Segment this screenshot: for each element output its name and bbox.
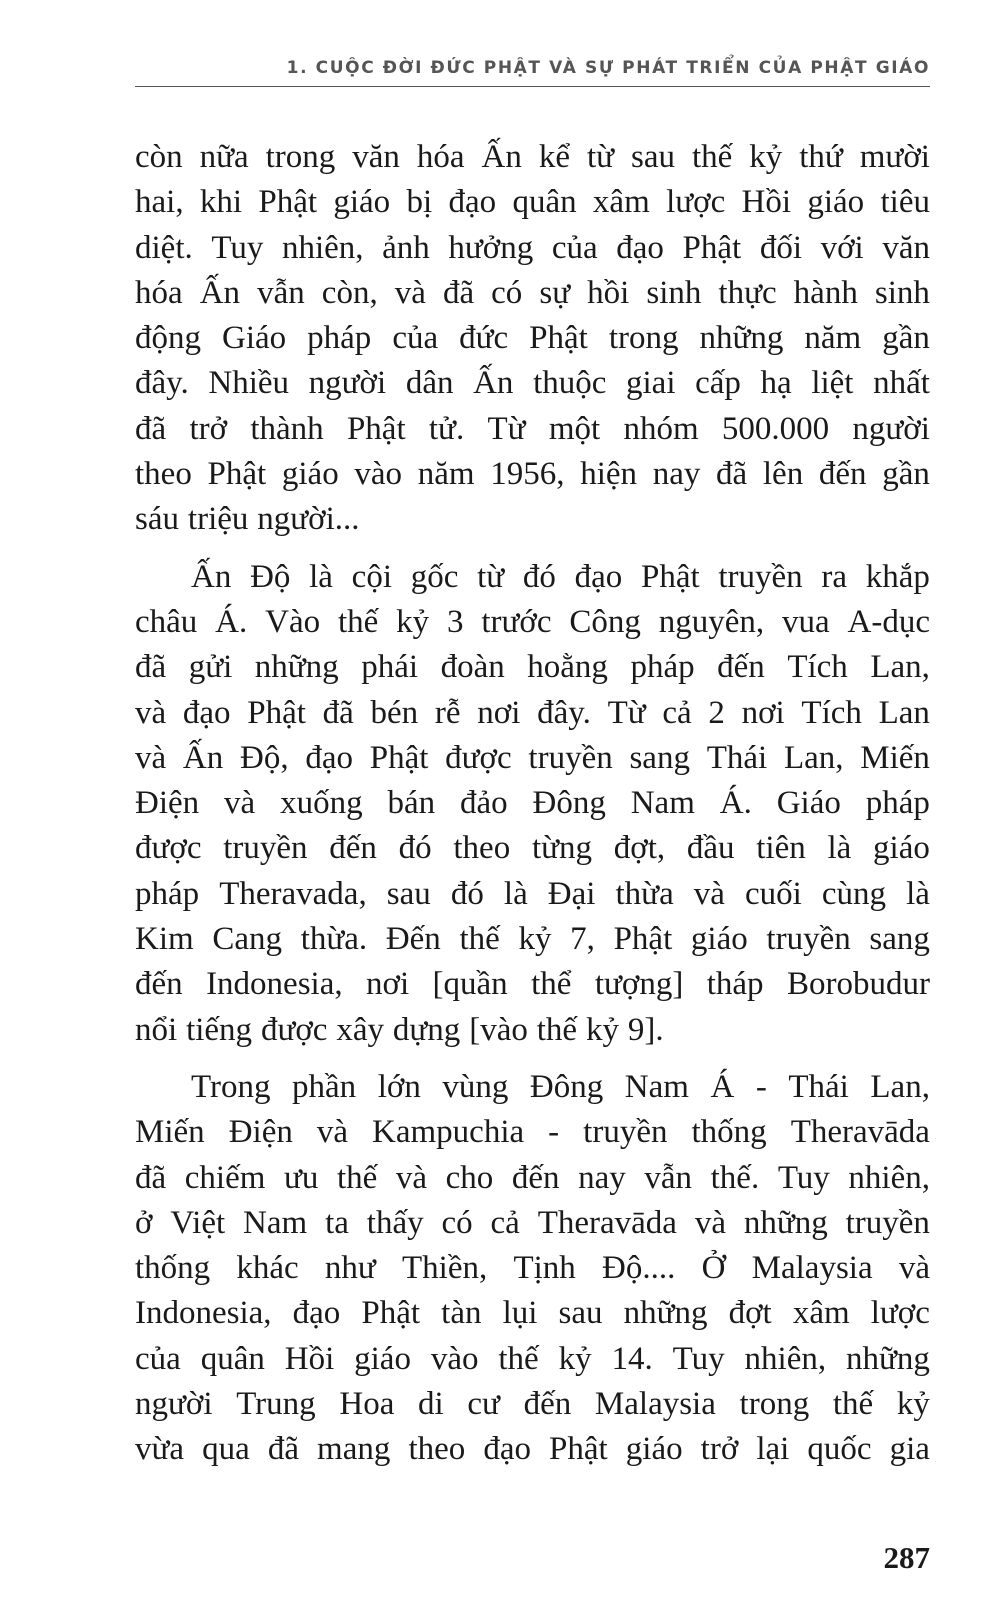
text-line: và Ấn Độ, đạo Phật được truyền sang Thái Lan, Miến — [135, 739, 930, 776]
body-text — [135, 135, 930, 1485]
text-line: Indonesia, đạo Phật tàn lụi sau những đợt xâm lược — [135, 1295, 930, 1332]
text-line: và đạo Phật đã bén rễ nơi đây. Từ cả 2 nơi Tích Lan — [135, 694, 930, 731]
text-line: người Trung Hoa di cư đến Malaysia trong thế kỷ — [135, 1386, 930, 1423]
text-line: đây. Nhiều người dân Ấn thuộc giai cấp hạ liệt nhất — [135, 365, 930, 402]
paragraph — [135, 135, 930, 543]
text-line: Điện và xuống bán đảo Đông Nam Á. Giáo pháp — [135, 785, 930, 822]
text-line: đã trở thành Phật tử. Từ một nhóm 500.000 người — [135, 410, 930, 447]
running-title: 1. CUỘC ĐỜI ĐỨC PHẬT VÀ SỰ PHÁT TRIỂN CỦA PHẬT GIÁO — [286, 58, 930, 78]
text-line: châu Á. Vào thế kỷ 3 trước Công nguyên, vua A-dục — [135, 603, 930, 640]
text-line: động Giáo pháp của đức Phật trong những năm gần — [135, 320, 930, 357]
text-line: hóa Ấn vẫn còn, và đã có sự hồi sinh thực hành sinh — [135, 274, 930, 311]
text-line: theo Phật giáo vào năm 1956, hiện nay đã lên đến gần — [135, 456, 930, 493]
text-line: nổi tiếng được xây dựng [vào thế kỷ 9]. — [135, 1011, 664, 1048]
text-line: đã gửi những phái đoàn hoằng pháp đến Tích Lan, — [135, 649, 930, 686]
text-line: đến Indonesia, nơi [quần thể tượng] tháp Borobudur — [135, 966, 930, 1003]
text-line: còn nữa trong văn hóa Ấn kể từ sau thế kỷ thứ mười — [135, 139, 930, 175]
text-line: Trong phần lớn vùng Đông Nam Á - Thái Lan, — [191, 1068, 930, 1105]
paragraph — [135, 1065, 930, 1473]
running-header — [135, 58, 930, 87]
text-line: thống khác như Thiền, Tịnh Độ.... Ở Malaysia và — [135, 1250, 930, 1287]
text-line: diệt. Tuy nhiên, ảnh hưởng của đạo Phật đối với văn — [135, 229, 930, 266]
text-line: ở Việt Nam ta thấy có cả Theravāda và những truyền — [135, 1204, 930, 1241]
text-line: vừa qua đã mang theo đạo Phật giáo trở lại quốc gia — [135, 1431, 930, 1468]
text-line: Kim Cang thừa. Đến thế kỷ 7, Phật giáo truyền sang — [135, 921, 930, 958]
text-line: của quân Hồi giáo vào thế kỷ 14. Tuy nhiên, những — [135, 1340, 930, 1377]
text-line: đã chiếm ưu thế và cho đến nay vẫn thế. Tuy nhiên, — [135, 1159, 930, 1196]
text-line: Miến Điện và Kampuchia - truyền thống Theravāda — [135, 1114, 930, 1151]
text-line: sáu triệu người... — [135, 501, 360, 538]
text-line: hai, khi Phật giáo bị đạo quân xâm lược Hồi giáo tiêu — [135, 184, 930, 221]
text-line: Ấn Độ là cội gốc từ đó đạo Phật truyền ra khắp — [191, 558, 930, 595]
text-line: pháp Theravada, sau đó là Đại thừa và cuối cùng là — [135, 875, 930, 912]
paragraph — [135, 555, 930, 1053]
page-number: 287 — [883, 1540, 930, 1575]
text-line: được truyền đến đó theo từng đợt, đầu tiên là giáo — [135, 830, 930, 867]
